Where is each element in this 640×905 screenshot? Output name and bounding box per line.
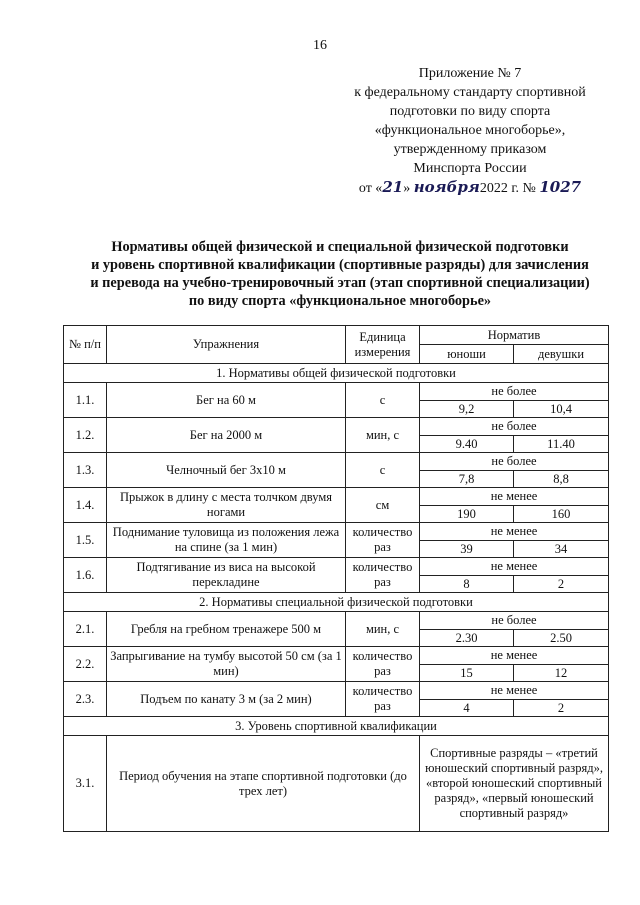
order-prefix: от « (358, 181, 383, 196)
row-girls: 2 (514, 700, 609, 717)
row-unit: количество раз (346, 647, 420, 682)
order-year: 2022 г. № (479, 181, 536, 196)
section-title: 1. Нормативы общей физической подготовки (64, 364, 609, 383)
row-unit: мин, с (346, 418, 420, 453)
row-boys: 7,8 (420, 471, 514, 488)
header-num: № п/п (64, 326, 107, 364)
table-row (64, 453, 609, 471)
row-exercise: Гребля на гребном тренажере 500 м (107, 612, 346, 647)
appendix-line: «функциональное многоборье», (374, 123, 566, 138)
row-girls: 34 (514, 541, 609, 558)
row-condition: не более (420, 612, 609, 630)
order-mid: » (403, 181, 414, 196)
appendix-line: Приложение № 7 (418, 66, 522, 81)
row-num: 1.3. (64, 453, 107, 488)
document-title (50, 238, 630, 310)
appendix-line: к федеральному стандарту спортивной (354, 85, 586, 100)
row-unit: количество раз (346, 558, 420, 593)
row-unit: с (346, 383, 420, 418)
row-condition: не более (420, 418, 609, 436)
row-unit: с (346, 453, 420, 488)
row-condition: не менее (420, 523, 609, 541)
title-line: и перевода на учебно-тренировочный этап (этап спортивной специализации) (90, 275, 590, 291)
appendix-block (330, 64, 610, 198)
header-boys: юноши (420, 345, 514, 364)
order-number: 1027 (539, 178, 582, 196)
row-unit: мин, с (346, 612, 420, 647)
table-row (64, 523, 609, 541)
row-girls: 8,8 (514, 471, 609, 488)
table-row (64, 612, 609, 630)
row-unit: см (346, 488, 420, 523)
row-num: 2.1. (64, 612, 107, 647)
row-girls: 11.40 (514, 436, 609, 453)
row-boys: 8 (420, 576, 514, 593)
row-condition: не более (420, 453, 609, 471)
table-row (64, 383, 609, 401)
row-boys: 9,2 (420, 401, 514, 418)
order-month: ноября (413, 178, 480, 196)
title-line: Нормативы общей физической и специальной физической подготовки (111, 239, 569, 255)
row-num: 2.3. (64, 682, 107, 717)
row-condition: не менее (420, 682, 609, 700)
table-row (64, 558, 609, 576)
appendix-line: подготовки по виду спорта (389, 104, 551, 119)
appendix-line: утвержденному приказом (393, 142, 547, 157)
header-row (64, 326, 609, 345)
row-exercise: Поднимание туловища из положения лежа на спине (за 1 мин) (107, 523, 346, 558)
appendix-line: Минспорта России (413, 161, 527, 176)
row-condition: не менее (420, 558, 609, 576)
row-boys: 39 (420, 541, 514, 558)
page-number: 16 (313, 38, 327, 53)
row-exercise: Прыжок в длину с места толчком двумя ногами (107, 488, 346, 523)
sport-ranks: Спортивные разряды – «третий юношеский спортивный разряд», «второй юношеский спортивный разряд», «первый юношеский спортивный разряд» (420, 736, 609, 832)
row-boys: 9.40 (420, 436, 514, 453)
order-day: 21 (382, 178, 404, 196)
row-exercise: Бег на 2000 м (107, 418, 346, 453)
row-exercise: Запрыгивание на тумбу высотой 50 см (за 1 мин) (107, 647, 346, 682)
title-line: и уровень спортивной квалификации (спортивные разряды) для зачисления (91, 257, 589, 273)
row-girls: 2 (514, 576, 609, 593)
norms-table (63, 325, 609, 832)
row-exercise: Бег на 60 м (107, 383, 346, 418)
row-unit: количество раз (346, 523, 420, 558)
row-girls: 2.50 (514, 630, 609, 647)
order-line (330, 178, 610, 198)
section-title: 2. Нормативы специальной физической подготовки (64, 593, 609, 612)
table-row (64, 418, 609, 436)
row-condition: не более (420, 383, 609, 401)
header-norm: Норматив (420, 326, 609, 345)
table-row (64, 488, 609, 506)
row-exercise: Подтягивание из виса на высокой перекладине (107, 558, 346, 593)
header-girls: девушки (514, 345, 609, 364)
row-num: 1.6. (64, 558, 107, 593)
header-unit: Единица измерения (346, 326, 420, 364)
row-exercise: Период обучения на этапе спортивной подготовки (до трех лет) (107, 736, 420, 832)
row-condition: не менее (420, 488, 609, 506)
row-num: 1.2. (64, 418, 107, 453)
row-boys: 4 (420, 700, 514, 717)
row-girls: 10,4 (514, 401, 609, 418)
section-title: 3. Уровень спортивной квалификации (64, 717, 609, 736)
row-boys: 2.30 (420, 630, 514, 647)
row-exercise: Подъем по канату 3 м (за 2 мин) (107, 682, 346, 717)
row-num: 1.1. (64, 383, 107, 418)
row-boys: 15 (420, 665, 514, 682)
row-num: 3.1. (64, 736, 107, 832)
title-line: по виду спорта «функциональное многоборье» (188, 293, 492, 309)
row-condition: не менее (420, 647, 609, 665)
section-row (64, 717, 609, 736)
row-boys: 190 (420, 506, 514, 523)
header-exercise: Упражнения (107, 326, 346, 364)
row-num: 2.2. (64, 647, 107, 682)
row-girls: 160 (514, 506, 609, 523)
table-row (64, 647, 609, 665)
row-num: 1.4. (64, 488, 107, 523)
row-num: 1.5. (64, 523, 107, 558)
qualification-row (64, 736, 609, 832)
section-row (64, 593, 609, 612)
row-exercise: Челночный бег 3х10 м (107, 453, 346, 488)
row-girls: 12 (514, 665, 609, 682)
table-row (64, 682, 609, 700)
section-row (64, 364, 609, 383)
row-unit: количество раз (346, 682, 420, 717)
